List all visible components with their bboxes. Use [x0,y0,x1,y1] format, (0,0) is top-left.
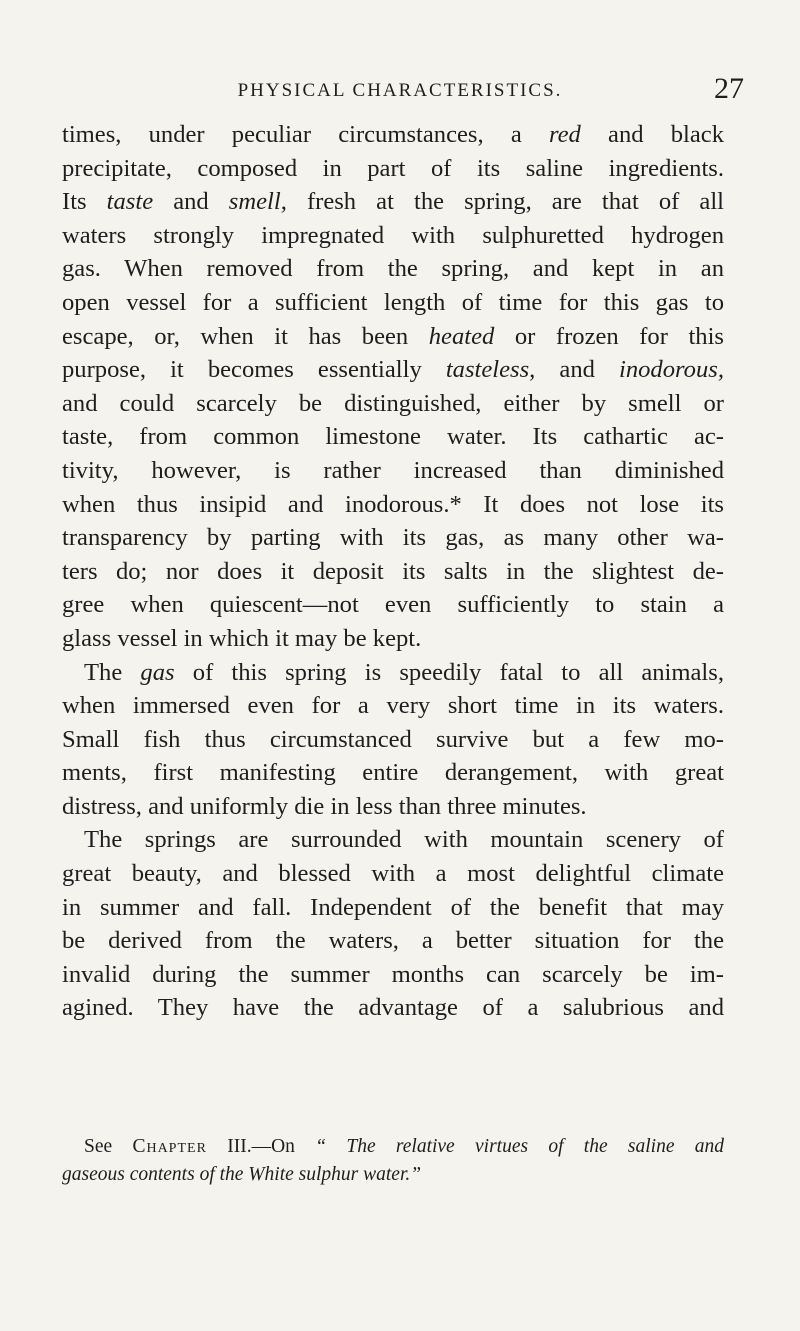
footnote-line: gaseous contents of the White sulphur water.” [62,1164,422,1185]
text-line: purpose, it becomes essentially tasteless, and inodorous, [62,356,724,384]
text-line: Small fish thus circumstanced survive but a few mo- [62,725,724,753]
text-line: taste, from common limestone water. Its cathartic ac- [62,423,724,451]
text-line: tivity, however, is rather increased than diminished [62,456,724,484]
footnote-line: See Chapter III.—On “ The relative virtues of the saline and [84,1136,725,1157]
text-line: precipitate, composed in part of its saline ingredients. [62,154,724,182]
text-line: in summer and fall. Independent of the benefit that may [62,893,724,921]
text-line: The springs are surrounded with mountain scenery of [84,826,724,854]
text-line: Its taste and smell, fresh at the spring, are that of all [62,188,724,216]
text-line: waters strongly impregnated with sulphuretted hydrogen [62,221,724,249]
text-line: transparency by parting with its gas, as many other wa- [62,524,724,552]
footnote [62,1133,724,1189]
text-line: ments, first manifesting entire derangement, with great [62,759,724,787]
text-line: be derived from the waters, a better situation for the [62,927,724,955]
text-line: open vessel for a sufficient length of time for this gas to [62,288,724,316]
text-line: when thus insipid and inodorous.* It does not lose its [62,490,724,518]
text-line: glass vessel in which it may be kept. [62,624,422,652]
text-line: great beauty, and blessed with a most delightful climate [62,860,724,888]
text-line: times, under peculiar circumstances, a red and black [62,121,725,148]
text-line: escape, or, when it has been heated or frozen for this [62,322,724,350]
text-line: distress, and uniformly die in less than three minutes. [62,792,587,820]
text-line: gas. When removed from the spring, and kept in an [62,255,724,283]
text-line: The gas of this spring is speedily fatal to all animals, [84,658,724,686]
body-text [62,118,724,1025]
text-line: and could scarcely be distinguished, either by smell or [62,389,724,417]
running-header [40,74,760,104]
text-line: when immersed even for a very short time in its waters. [62,692,724,720]
text-line: invalid during the summer months can scarcely be im- [62,960,724,988]
text-line: gree when quiescent—not even sufficiently to stain a [62,591,724,619]
page-number: 27 [714,72,744,105]
text-line: ters do; nor does it deposit its salts in the slightest de- [62,557,724,585]
running-title: PHYSICAL CHARACTERISTICS. [237,80,563,101]
text-line: agined. They have the advantage of a salubrious and [62,994,724,1022]
